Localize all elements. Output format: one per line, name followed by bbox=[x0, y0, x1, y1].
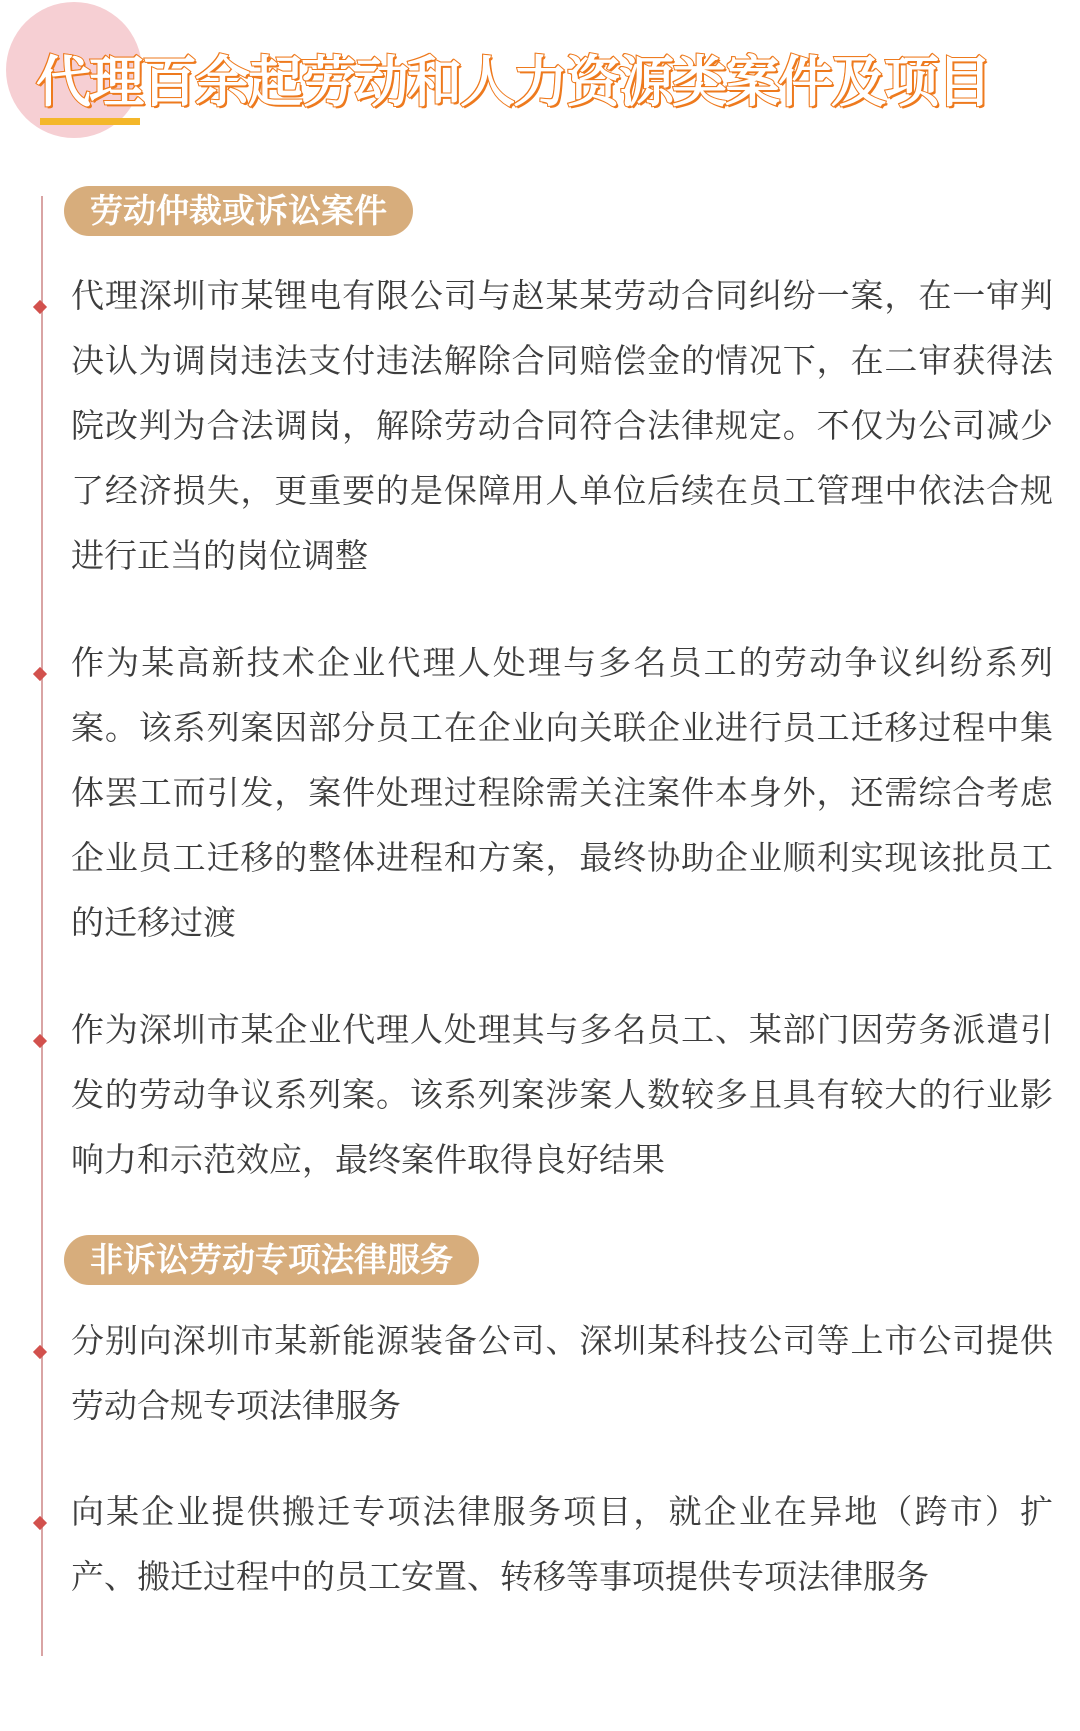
page-title: 代理百余起劳动和人力资源类案件及项目 bbox=[36, 50, 991, 114]
title-underline bbox=[40, 118, 140, 125]
timeline-dot-icon bbox=[33, 300, 47, 314]
case-item: 作为深圳市某企业代理人处理其与多名员工、某部门因劳务派遣引发的劳动争议系列案。该系列案涉案人数较多且具有较大的行业影响力和示范效应，最终案件取得良好结果 bbox=[71, 1010, 1053, 1179]
section-badge-litigation: 劳动仲裁或诉讼案件 bbox=[64, 186, 413, 236]
service-item: 向某企业提供搬迁专项法律服务项目，就企业在异地（跨市）扩产、搬迁过程中的员工安置、转移等事项提供专项法律服务 bbox=[71, 1492, 1053, 1596]
timeline-dot-icon bbox=[33, 1034, 47, 1048]
timeline-line bbox=[41, 196, 43, 1656]
service-item: 分别向深圳市某新能源装备公司、深圳某科技公司等上市公司提供劳动合规专项法律服务 bbox=[71, 1321, 1053, 1425]
section-badge-non-litigation: 非诉讼劳动专项法律服务 bbox=[64, 1235, 479, 1285]
timeline-dot-icon bbox=[33, 1516, 47, 1530]
timeline-dot-icon bbox=[33, 1345, 47, 1359]
case-item: 作为某高新技术企业代理人处理与多名员工的劳动争议纠纷系列案。该系列案因部分员工在企业向关联企业进行员工迁移过程中集体罢工而引发，案件处理过程除需关注案件本身外，还需综合考虑企业员工迁移的整体进程和方案，最终协助企业顺利实现该批员工的迁移过渡 bbox=[71, 643, 1053, 942]
timeline-dot-icon bbox=[33, 667, 47, 681]
case-item: 代理深圳市某锂电有限公司与赵某某劳动合同纠纷一案，在一审判决认为调岗违法支付违法解除合同赔偿金的情况下，在二审获得法院改判为合法调岗，解除劳动合同符合法律规定。不仅为公司减少了经济损失，更重要的是保障用人单位后续在员工管理中依法合规进行正当的岗位调整 bbox=[71, 276, 1053, 575]
